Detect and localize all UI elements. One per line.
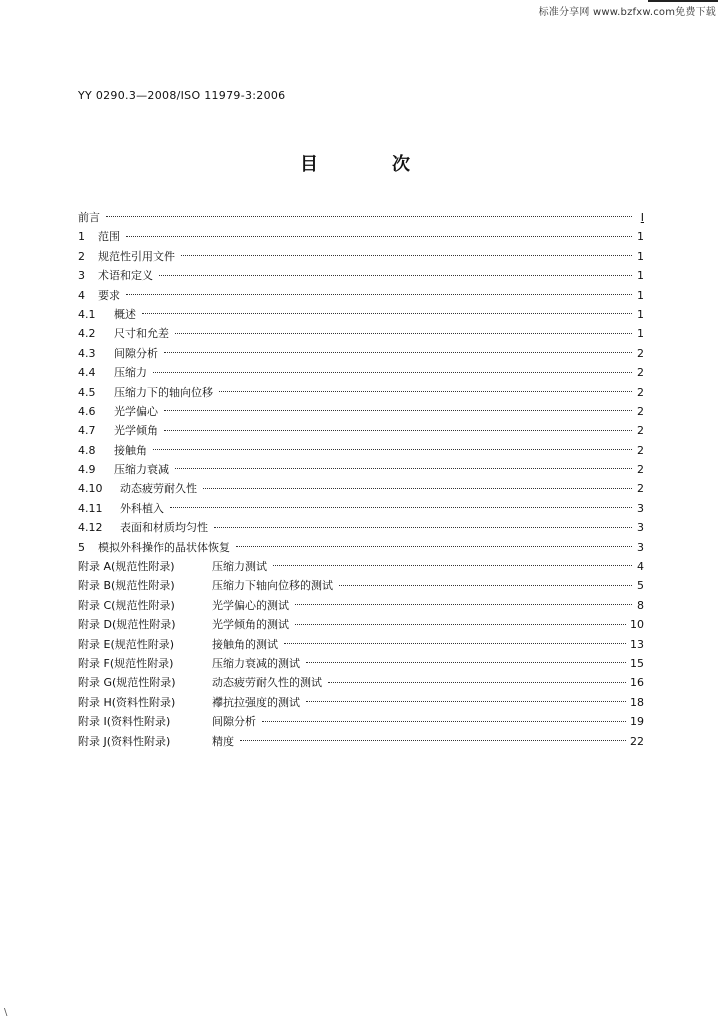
toc-entry-page: 2 (637, 482, 644, 496)
toc-entry-number: 4.1 (78, 307, 96, 321)
dot-leader (214, 527, 632, 528)
toc-entry-page: 1 (637, 249, 644, 263)
toc-entry[interactable] (78, 654, 644, 673)
toc-entry-number: 4.3 (78, 346, 96, 360)
toc-entry-label: 前言 (78, 211, 100, 224)
dot-leader (181, 255, 632, 256)
toc-entry-number: 4.9 (78, 463, 96, 477)
toc-entry-page: 3 (637, 501, 644, 515)
toc-entry[interactable] (78, 538, 644, 557)
toc-entry[interactable] (78, 227, 644, 246)
dot-leader (273, 565, 632, 566)
toc-entry-label: 术语和定义 (98, 269, 153, 283)
toc-entry-label: 压缩力测试 (212, 560, 267, 574)
dot-leader (106, 216, 632, 217)
toc-entry-number: 4.11 (78, 501, 103, 515)
corner-mark: \ (4, 1007, 8, 1018)
toc-entry-label: 接触角 (114, 443, 147, 457)
toc-entry-page: 2 (637, 346, 644, 360)
toc-entry-label: 光学偏心 (114, 404, 158, 418)
toc-entry-page: 2 (637, 385, 644, 399)
toc-entry-label: 动态疲劳耐久性 (120, 482, 197, 496)
toc-entry-label: 接触角的测试 (212, 637, 278, 651)
toc-entry-label: 光学偏心的测试 (212, 598, 289, 612)
page-title: 目 次 (300, 154, 438, 175)
toc-entry[interactable] (78, 712, 644, 731)
dot-leader (126, 236, 632, 237)
dot-leader (284, 643, 626, 644)
toc-entry-page: 22 (630, 734, 644, 748)
toc-entry-page: 4 (637, 560, 644, 574)
dot-leader (164, 352, 632, 353)
toc-entry-label: 要求 (98, 288, 120, 302)
toc-entry[interactable] (78, 324, 644, 343)
toc-entry-page: Ⅰ (640, 211, 644, 224)
toc-entry-label: 外科植入 (120, 501, 164, 515)
toc-entry[interactable] (78, 402, 644, 421)
toc-entry-page: 2 (637, 404, 644, 418)
toc-entry-number: 4.12 (78, 521, 103, 535)
toc-entry[interactable] (78, 635, 644, 654)
toc-entry-label: 动态疲劳耐久性的测试 (212, 676, 322, 690)
dot-leader (295, 604, 632, 605)
toc-entry-page: 1 (637, 307, 644, 321)
toc-entry[interactable] (78, 479, 644, 498)
toc-entry[interactable] (78, 441, 644, 460)
dot-leader (306, 701, 626, 702)
toc-entry-label: 概述 (114, 307, 136, 321)
toc-entry-number: 附录 D(规范性附录) (78, 618, 176, 632)
dot-leader (236, 546, 632, 547)
toc-entry-label: 襻抗拉强度的测试 (212, 695, 300, 709)
watermark-banner (0, 0, 722, 20)
toc-entry[interactable] (78, 499, 644, 518)
toc-entry-label: 精度 (212, 734, 234, 748)
toc-entry-number: 附录 J(资料性附录) (78, 734, 171, 748)
dot-leader (159, 275, 632, 276)
toc-entry-number: 附录 I(资料性附录) (78, 715, 171, 729)
dot-leader (126, 294, 632, 295)
toc-entry-page: 19 (630, 715, 644, 729)
dot-leader (164, 430, 632, 431)
toc-entry-number: 5 (78, 540, 85, 554)
toc-entry-page: 3 (637, 521, 644, 535)
dot-leader (175, 468, 632, 469)
toc-entry[interactable] (78, 344, 644, 363)
toc-entry-label: 间隙分析 (114, 346, 158, 360)
watermark-rule (648, 0, 718, 2)
toc-entry-page: 1 (637, 269, 644, 283)
toc-entry-label: 范围 (98, 230, 120, 244)
toc-entry[interactable] (78, 247, 644, 266)
dot-leader (175, 333, 632, 334)
dot-leader (203, 488, 632, 489)
toc-entry-number: 附录 G(规范性附录) (78, 676, 176, 690)
toc-entry-number: 4.10 (78, 482, 103, 496)
toc-entry-number: 1 (78, 230, 85, 244)
toc-entry-page: 2 (637, 366, 644, 380)
dot-leader (219, 391, 632, 392)
toc-entry-label: 压缩力衰减 (114, 463, 169, 477)
toc-entry-number: 3 (78, 269, 85, 283)
toc-entry-number: 4.4 (78, 366, 96, 380)
toc-entry[interactable] (78, 576, 644, 595)
toc-entry[interactable] (78, 421, 644, 440)
toc-entry[interactable] (78, 673, 644, 692)
toc-entry-page: 2 (637, 443, 644, 457)
dot-leader (153, 372, 632, 373)
toc-entry-number: 2 (78, 249, 85, 263)
toc-entry-number: 4.8 (78, 443, 96, 457)
toc-entry-label: 光学倾角 (114, 424, 158, 438)
toc-entry[interactable] (78, 305, 644, 324)
toc-entry-page: 1 (637, 288, 644, 302)
toc-entry[interactable] (78, 363, 644, 382)
toc-entry-page: 1 (637, 230, 644, 244)
toc-entry-number: 附录 H(资料性附录) (78, 695, 176, 709)
toc-entry-page: 15 (630, 656, 644, 670)
toc-entry-number: 附录 A(规范性附录) (78, 560, 175, 574)
toc-entry-page: 2 (637, 424, 644, 438)
dot-leader (142, 313, 632, 314)
toc-entry-label: 光学倾角的测试 (212, 618, 289, 632)
toc-entry-page: 1 (637, 327, 644, 341)
dot-leader (240, 740, 626, 741)
toc-entry-page: 5 (637, 579, 644, 593)
toc-entry-number: 4.5 (78, 385, 96, 399)
toc-entry-label: 压缩力下轴向位移的测试 (212, 579, 333, 593)
toc-entry[interactable] (78, 693, 644, 712)
table-of-contents (78, 208, 644, 751)
dot-leader (262, 721, 626, 722)
toc-entry-number: 4.7 (78, 424, 96, 438)
toc-entry-page: 18 (630, 695, 644, 709)
toc-entry-number: 附录 B(规范性附录) (78, 579, 175, 593)
dot-leader (295, 624, 626, 625)
toc-entry-number: 4.6 (78, 404, 96, 418)
toc-entry[interactable] (78, 518, 644, 537)
toc-entry-number: 附录 C(规范性附录) (78, 598, 175, 612)
document-code: YY 0290.3—2008/ISO 11979-3:2006 (78, 89, 286, 102)
toc-entry-label: 压缩力 (114, 366, 147, 380)
toc-entry[interactable] (78, 732, 644, 751)
toc-entry[interactable] (78, 383, 644, 402)
toc-entry-label: 模拟外科操作的晶状体恢复 (98, 540, 230, 554)
watermark-text: 标准分享网 www.bzfxw.com免费下载 (538, 7, 716, 18)
toc-entry-label: 表面和材质均匀性 (120, 521, 208, 535)
dot-leader (328, 682, 626, 683)
toc-entry[interactable] (78, 286, 644, 305)
toc-entry[interactable] (78, 460, 644, 479)
toc-entry[interactable] (78, 266, 644, 285)
toc-entry-label: 间隙分析 (212, 715, 256, 729)
toc-entry-page: 10 (630, 618, 644, 632)
dot-leader (170, 507, 632, 508)
toc-entry-number: 附录 F(规范性附录) (78, 656, 174, 670)
dot-leader (339, 585, 632, 586)
toc-entry-label: 压缩力衰减的测试 (212, 656, 300, 670)
toc-entry-label: 尺寸和允差 (114, 327, 169, 341)
toc-entry[interactable] (78, 615, 644, 634)
toc-entry[interactable] (78, 557, 644, 576)
toc-entry-page: 8 (637, 598, 644, 612)
toc-entry-page: 13 (630, 637, 644, 651)
toc-entry[interactable] (78, 596, 644, 615)
toc-entry-page: 3 (637, 540, 644, 554)
toc-entry-number: 4 (78, 288, 85, 302)
toc-entry-page: 16 (630, 676, 644, 690)
toc-entry-label: 压缩力下的轴向位移 (114, 385, 213, 399)
dot-leader (153, 449, 632, 450)
dot-leader (306, 662, 626, 663)
toc-entry-page: 2 (637, 463, 644, 477)
toc-entry-number: 附录 E(规范性附录) (78, 637, 175, 651)
toc-entry-label: 规范性引用文件 (98, 249, 175, 263)
toc-entry-number: 4.2 (78, 327, 96, 341)
dot-leader (164, 410, 632, 411)
toc-entry[interactable] (78, 208, 644, 227)
